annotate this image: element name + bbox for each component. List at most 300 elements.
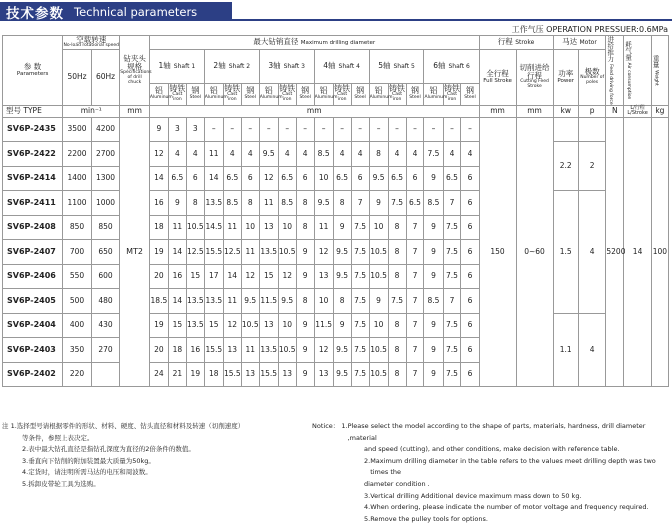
- diameter-cell: 6.5: [406, 191, 424, 216]
- diameter-cell: 9.5: [314, 191, 333, 216]
- diameter-unit: mm: [149, 105, 479, 117]
- air-unit: L/行程 L/Stroke: [624, 105, 651, 117]
- diameter-cell: 12: [259, 166, 278, 191]
- note-number: 4.: [22, 468, 29, 477]
- diameter-cell: 7.5: [443, 313, 461, 338]
- diameter-cell: 6.5: [388, 166, 406, 191]
- diameter-cell: 9: [424, 240, 443, 265]
- diameter-cell: 10: [278, 313, 296, 338]
- speed-60hz-cell: 1000: [91, 191, 120, 216]
- diameter-cell: 6: [406, 166, 424, 191]
- diameter-cell: 7: [406, 215, 424, 240]
- diameter-cell: 4: [461, 142, 479, 167]
- note-line: [2, 467, 307, 479]
- speed-50hz-cell: 350: [63, 338, 92, 363]
- diameter-cell: 12.5: [223, 240, 241, 265]
- diameter-cell: 14: [149, 166, 168, 191]
- diameter-cell: 10: [314, 166, 333, 191]
- diameter-cell: 6: [461, 191, 479, 216]
- note-number: 3.: [364, 491, 371, 500]
- speed-60hz-cell: 1300: [91, 166, 120, 191]
- diameter-cell: –: [204, 117, 223, 142]
- diameter-cell: –: [296, 117, 314, 142]
- diameter-cell: 9: [296, 240, 314, 265]
- diameter-cell: 6: [351, 166, 369, 191]
- diameter-cell: 9: [424, 264, 443, 289]
- diameter-cell: 9.5: [369, 166, 388, 191]
- diameter-cell: 7.5: [351, 338, 369, 363]
- diameter-cell: 9.5: [241, 289, 259, 314]
- note-text: and speed (cutting), and other conditions, make decision with reference table.: [364, 445, 620, 454]
- weight-header: 重量 Weight: [651, 36, 668, 106]
- diameter-cell: 9: [296, 313, 314, 338]
- model-cell: SV6P-2414: [3, 166, 63, 191]
- diameter-cell: 9.5: [333, 338, 351, 363]
- material-header-shaft3-1: 铸铁 Cast iron: [278, 83, 296, 105]
- diameter-cell: 9: [296, 362, 314, 387]
- note-line: [2, 421, 307, 433]
- diameter-cell: 9: [424, 313, 443, 338]
- note-line: [312, 444, 670, 456]
- diameter-cell: 4: [443, 142, 461, 167]
- diameter-cell: 19: [149, 313, 168, 338]
- speed-60hz-cell: [91, 362, 120, 387]
- model-cell: SV6P-2435: [3, 117, 63, 142]
- diameter-cell: 9: [296, 264, 314, 289]
- note-line: [312, 502, 670, 514]
- stroke-header: 行程 Stroke: [479, 36, 553, 50]
- diameter-cell: 7.5: [351, 215, 369, 240]
- diameter-cell: 11: [259, 191, 278, 216]
- note-line: [312, 421, 670, 444]
- diameter-cell: –: [388, 117, 406, 142]
- note-number: 2.: [22, 445, 29, 454]
- diameter-cell: 4: [278, 142, 296, 167]
- note-label: [2, 421, 17, 433]
- diameter-cell: 4: [186, 142, 204, 167]
- note-line: [312, 456, 670, 479]
- material-header-shaft6-0: 铝 Aluminum: [424, 83, 443, 105]
- diameter-cell: 9: [296, 338, 314, 363]
- diameter-cell: 17: [204, 264, 223, 289]
- diameter-cell: 11: [223, 289, 241, 314]
- diameter-cell: 4: [223, 142, 241, 167]
- diameter-cell: 24: [149, 362, 168, 387]
- diameter-cell: 9.5: [333, 240, 351, 265]
- cut-stroke-header: 切削进给行程 Cutting Feed Stroke: [516, 49, 553, 105]
- diameter-cell: 13.5: [259, 240, 278, 265]
- diameter-cell: 6: [461, 240, 479, 265]
- section-banner: [0, 0, 672, 22]
- diameter-cell: 13: [314, 362, 333, 387]
- diameter-cell: 4: [406, 142, 424, 167]
- diameter-cell: 10: [241, 215, 259, 240]
- notes-title: 注: [2, 422, 9, 430]
- diameter-cell: 8: [333, 289, 351, 314]
- diameter-cell: 7.5: [443, 215, 461, 240]
- material-header-shaft5-1: 铸铁 Cast iron: [388, 83, 406, 105]
- note-text: 拆卸皮带轮工具为选购。: [28, 479, 100, 488]
- diameter-cell: 4: [351, 142, 369, 167]
- power-cell-empty: [553, 117, 578, 142]
- diameter-cell: 13: [259, 215, 278, 240]
- table-row: [3, 191, 669, 216]
- operating-pressure: 工作气压 OPERATION PRESSUER:0.6MPa: [511, 25, 668, 34]
- speed-50hz-cell: 850: [63, 215, 92, 240]
- material-header-shaft4-1: 铸铁 Cast iron: [333, 83, 351, 105]
- diameter-cell: 8: [388, 313, 406, 338]
- poles-cell: 4: [578, 191, 605, 314]
- diameter-cell: 18: [204, 362, 223, 387]
- diameter-cell: 7: [351, 191, 369, 216]
- speed-50hz-cell: 500: [63, 289, 92, 314]
- diameter-cell: 8.5: [278, 191, 296, 216]
- speed-60hz-cell: 650: [91, 240, 120, 265]
- diameter-cell: 15: [204, 313, 223, 338]
- model-cell: SV6P-2406: [3, 264, 63, 289]
- diameter-cell: 7: [406, 240, 424, 265]
- note-text: 表中最大钻孔直径是指钻孔深度为直径的2倍条件的数值。: [28, 445, 195, 454]
- diameter-cell: 8: [186, 191, 204, 216]
- type-header: 型号 TYPE: [3, 105, 63, 117]
- diameter-cell: 6.5: [278, 166, 296, 191]
- diameter-cell: 13.5: [204, 191, 223, 216]
- diameter-cell: 14: [204, 166, 223, 191]
- model-cell: SV6P-2411: [3, 191, 63, 216]
- diameter-cell: 9: [168, 191, 186, 216]
- full-stroke-header: 全行程 Full Stroke: [479, 49, 516, 105]
- diameter-cell: 10.5: [186, 215, 204, 240]
- diameter-cell: 8.5: [223, 191, 241, 216]
- diameter-cell: 6: [461, 289, 479, 314]
- diameter-cell: 12: [223, 313, 241, 338]
- diameter-cell: 7.5: [424, 142, 443, 167]
- speed-60hz-cell: 850: [91, 215, 120, 240]
- diameter-cell: 11: [223, 215, 241, 240]
- feed-force-cell: 5200: [606, 117, 624, 387]
- diameter-cell: 13: [241, 362, 259, 387]
- diameter-cell: 6: [461, 362, 479, 387]
- table-row: [3, 117, 669, 142]
- shaft-3-header: 3轴 Shaft 3: [259, 49, 314, 83]
- diameter-cell: 9: [424, 362, 443, 387]
- diameter-cell: 12: [314, 240, 333, 265]
- diameter-cell: 10: [369, 313, 388, 338]
- diameter-cell: –: [259, 117, 278, 142]
- material-header-shaft4-0: 铝 Aluminum: [314, 83, 333, 105]
- model-cell: SV6P-2407: [3, 240, 63, 265]
- feed-force-header: 进给推力 Feed driving force: [606, 36, 624, 106]
- max-diameter-header: 最大钻销直径 Maximum drilling diameter: [149, 36, 479, 50]
- diameter-cell: 15.5: [259, 362, 278, 387]
- diameter-cell: –: [241, 117, 259, 142]
- table-header: [3, 36, 669, 118]
- poles-cell-empty: [578, 117, 605, 142]
- diameter-cell: 11: [241, 240, 259, 265]
- shaft-6-header: 6轴 Shaft 6: [424, 49, 479, 83]
- diameter-cell: 7.5: [443, 240, 461, 265]
- diameter-cell: 15.5: [223, 362, 241, 387]
- material-header-shaft4-2: 钢 Steel: [351, 83, 369, 105]
- diameter-cell: 14: [223, 264, 241, 289]
- diameter-cell: 10.5: [369, 338, 388, 363]
- diameter-cell: –: [406, 117, 424, 142]
- note-text: Maximum drilling diameter in the table refers to the values meet drilling depth was two times the: [370, 456, 656, 477]
- speed-50hz-cell: 550: [63, 264, 92, 289]
- model-cell: SV6P-2405: [3, 289, 63, 314]
- diameter-cell: –: [333, 117, 351, 142]
- diameter-cell: 15.5: [204, 338, 223, 363]
- speed-60hz-cell: 600: [91, 264, 120, 289]
- note-label: [312, 421, 348, 444]
- diameter-cell: 10.5: [278, 338, 296, 363]
- diameter-cell: 18: [168, 338, 186, 363]
- diameter-cell: 12: [314, 338, 333, 363]
- speed-50hz-cell: 1100: [63, 191, 92, 216]
- chuck-cell: MT2: [120, 117, 150, 387]
- speed-50hz-cell: 400: [63, 313, 92, 338]
- speed-50hz-cell: 3500: [63, 117, 92, 142]
- diameter-cell: 9: [424, 338, 443, 363]
- shaft-5-header: 5轴 Shaft 5: [369, 49, 424, 83]
- diameter-cell: 16: [186, 338, 204, 363]
- diameter-cell: 6: [461, 215, 479, 240]
- diameter-cell: 6: [461, 166, 479, 191]
- diameter-cell: 6: [461, 313, 479, 338]
- diameter-cell: 11: [314, 215, 333, 240]
- diameter-cell: 7: [406, 289, 424, 314]
- hz50-header: 50Hz: [63, 49, 92, 105]
- model-cell: SV6P-2403: [3, 338, 63, 363]
- note-text: Vertical drilling Additional device maximum mass down to 50 kg.: [370, 491, 582, 500]
- diameter-cell: 6.5: [223, 166, 241, 191]
- diameter-cell: 7: [406, 313, 424, 338]
- weight-cell: 100: [651, 117, 668, 387]
- diameter-cell: 3: [186, 117, 204, 142]
- table-body: [3, 117, 669, 387]
- shaft-1-header: 1轴 Shaft 1: [149, 49, 204, 83]
- note-number: 2.: [364, 456, 371, 465]
- diameter-cell: 10.5: [278, 240, 296, 265]
- diameter-cell: 8: [296, 215, 314, 240]
- material-header-shaft2-0: 铝 Aluminum: [204, 83, 223, 105]
- diameter-cell: –: [443, 117, 461, 142]
- note-line: [2, 444, 307, 456]
- speed-50hz-cell: 700: [63, 240, 92, 265]
- diameter-cell: 18: [149, 215, 168, 240]
- diameter-cell: –: [369, 117, 388, 142]
- weight-unit: kg: [651, 105, 668, 117]
- diameter-cell: 13.5: [259, 338, 278, 363]
- material-header-shaft1-2: 钢 Steel: [186, 83, 204, 105]
- motor-header: 马达 Motor: [553, 36, 606, 50]
- power-unit: kw: [553, 105, 578, 117]
- diameter-cell: 13.5: [186, 289, 204, 314]
- speed-50hz-cell: 1400: [63, 166, 92, 191]
- table-row: [3, 313, 669, 338]
- diameter-cell: 11: [204, 142, 223, 167]
- param-header: 参 数 Parameters: [3, 36, 63, 106]
- diameter-cell: 9.5: [278, 289, 296, 314]
- diameter-cell: 6: [461, 338, 479, 363]
- diameter-cell: 9: [369, 191, 388, 216]
- diameter-cell: –: [314, 117, 333, 142]
- diameter-cell: 8: [296, 289, 314, 314]
- diameter-cell: 4: [241, 142, 259, 167]
- model-cell: SV6P-2408: [3, 215, 63, 240]
- material-header-shaft3-0: 铝 Aluminum: [259, 83, 278, 105]
- diameter-cell: 4: [388, 142, 406, 167]
- diameter-cell: 8: [388, 215, 406, 240]
- diameter-cell: 15: [259, 264, 278, 289]
- diameter-cell: 3: [168, 117, 186, 142]
- diameter-cell: 16: [168, 264, 186, 289]
- diameter-cell: 7.5: [351, 313, 369, 338]
- diameter-cell: 7.5: [351, 289, 369, 314]
- hz60-header: 60Hz: [91, 49, 120, 105]
- note-number: 1.: [10, 422, 17, 430]
- diameter-cell: 13: [314, 264, 333, 289]
- full-stroke-cell: 150: [479, 117, 516, 387]
- material-header-shaft2-2: 钢 Steel: [241, 83, 259, 105]
- speed-60hz-cell: 430: [91, 313, 120, 338]
- note-text: diameter condition .: [364, 479, 430, 488]
- diameter-cell: 13.5: [186, 313, 204, 338]
- diameter-cell: 20: [149, 338, 168, 363]
- poles-cell: 4: [578, 313, 605, 387]
- note-text: 垂直向下钻削的附加装置最大质量为50kg。: [28, 456, 155, 465]
- note-number: 5.: [364, 514, 371, 523]
- diameter-cell: 6: [461, 264, 479, 289]
- material-header-shaft6-2: 钢 Steel: [461, 83, 479, 105]
- power-cell: 1.1: [553, 313, 578, 387]
- air-consumption-cell: 14: [624, 117, 651, 387]
- note-line: [312, 491, 670, 503]
- speed-unit: min⁻¹: [63, 105, 120, 117]
- diameter-cell: 6: [241, 166, 259, 191]
- diameter-cell: 13: [259, 313, 278, 338]
- diameter-cell: 4: [296, 142, 314, 167]
- diameter-cell: –: [223, 117, 241, 142]
- diameter-cell: 10: [278, 215, 296, 240]
- diameter-cell: 10.5: [369, 240, 388, 265]
- speed-header: 空载转速 No-load rotational speed: [63, 35, 120, 48]
- banner-title-en: Technical parameters: [74, 4, 198, 19]
- model-cell: SV6P-2402: [3, 362, 63, 387]
- diameter-cell: 13: [278, 362, 296, 387]
- note-number: 1.: [341, 422, 348, 430]
- spec-table: [2, 35, 669, 387]
- notes-zh: [2, 421, 307, 491]
- diameter-cell: 12: [149, 142, 168, 167]
- speed-50hz-cell: 220: [63, 362, 92, 387]
- diameter-cell: 7: [443, 191, 461, 216]
- diameter-cell: 7: [406, 338, 424, 363]
- material-header-shaft2-1: 铸铁 Cast iron: [223, 83, 241, 105]
- model-cell: SV6P-2422: [3, 142, 63, 167]
- diameter-cell: 8.5: [424, 289, 443, 314]
- table-row: [3, 142, 669, 167]
- diameter-cell: 7: [406, 362, 424, 387]
- diameter-cell: 7.5: [351, 362, 369, 387]
- diameter-cell: 8: [296, 191, 314, 216]
- model-cell: SV6P-2404: [3, 313, 63, 338]
- notes-en: [312, 421, 670, 525]
- diameter-cell: 7.5: [443, 338, 461, 363]
- diameter-cell: 8: [388, 240, 406, 265]
- material-header-shaft1-1: 铸铁 Cast iron: [168, 83, 186, 105]
- diameter-cell: 15: [168, 313, 186, 338]
- note-text: Remove the pulley tools for options.: [370, 514, 488, 523]
- diameter-cell: 8: [388, 362, 406, 387]
- material-header-shaft1-0: 铝 Aluminum: [149, 83, 168, 105]
- diameter-cell: 6: [186, 166, 204, 191]
- diameter-cell: 19: [149, 240, 168, 265]
- diameter-cell: 21: [168, 362, 186, 387]
- full-stroke-unit: mm: [479, 105, 516, 117]
- poles-unit: p: [578, 105, 605, 117]
- diameter-cell: 10.5: [241, 313, 259, 338]
- diameter-cell: –: [461, 117, 479, 142]
- diameter-cell: 9: [333, 313, 351, 338]
- diameter-cell: 7.5: [388, 289, 406, 314]
- diameter-cell: 9: [149, 117, 168, 142]
- banner-bar: [0, 2, 232, 21]
- diameter-cell: 9: [333, 215, 351, 240]
- note-text: 选择型号请根据零件的形状、材料、硬度、钻头直径和材料及转速（切削速度）: [16, 422, 245, 430]
- power-cell: 1.5: [553, 191, 578, 314]
- diameter-cell: 6: [296, 166, 314, 191]
- poles-cell: 2: [578, 142, 605, 191]
- note-line: [2, 479, 307, 491]
- note-line: [2, 433, 307, 445]
- diameter-cell: 12: [278, 264, 296, 289]
- diameter-cell: 8.5: [314, 142, 333, 167]
- diameter-cell: 13: [223, 338, 241, 363]
- shaft-2-header: 2轴 Shaft 2: [204, 49, 259, 83]
- diameter-cell: 8: [388, 264, 406, 289]
- diameter-cell: 8: [388, 338, 406, 363]
- diameter-cell: 11: [241, 338, 259, 363]
- diameter-cell: 19: [186, 362, 204, 387]
- diameter-cell: –: [278, 117, 296, 142]
- diameter-cell: 6.5: [333, 166, 351, 191]
- diameter-cell: –: [424, 117, 443, 142]
- diameter-cell: 4: [333, 142, 351, 167]
- diameter-cell: 14.5: [204, 215, 223, 240]
- diameter-cell: 7: [406, 264, 424, 289]
- diameter-cell: 9: [424, 166, 443, 191]
- note-line: [2, 456, 307, 468]
- speed-50hz-cell: 2200: [63, 142, 92, 167]
- speed-60hz-cell: 480: [91, 289, 120, 314]
- note-text: When ordering, please indicate the number of motor voltage and frequency required.: [370, 503, 649, 512]
- diameter-cell: 14: [168, 240, 186, 265]
- diameter-cell: –: [351, 117, 369, 142]
- note-line: [312, 514, 670, 525]
- chuck-header: 钻夹头规格 Specifications of drill chuck: [120, 36, 150, 106]
- diameter-cell: 9: [369, 289, 388, 314]
- diameter-cell: 10.5: [369, 362, 388, 387]
- diameter-cell: 9.5: [333, 362, 351, 387]
- poles-header: 极数 Number of poles: [578, 49, 605, 105]
- note-text: Please select the model according to the shape of parts, materials, hardness, drill diameter ,material: [347, 422, 646, 442]
- notes-title: Notice：: [312, 422, 340, 430]
- diameter-cell: 10: [369, 215, 388, 240]
- diameter-cell: 11.5: [314, 313, 333, 338]
- banner-rule: [232, 19, 672, 21]
- cut-stroke-cell: 0~60: [516, 117, 553, 387]
